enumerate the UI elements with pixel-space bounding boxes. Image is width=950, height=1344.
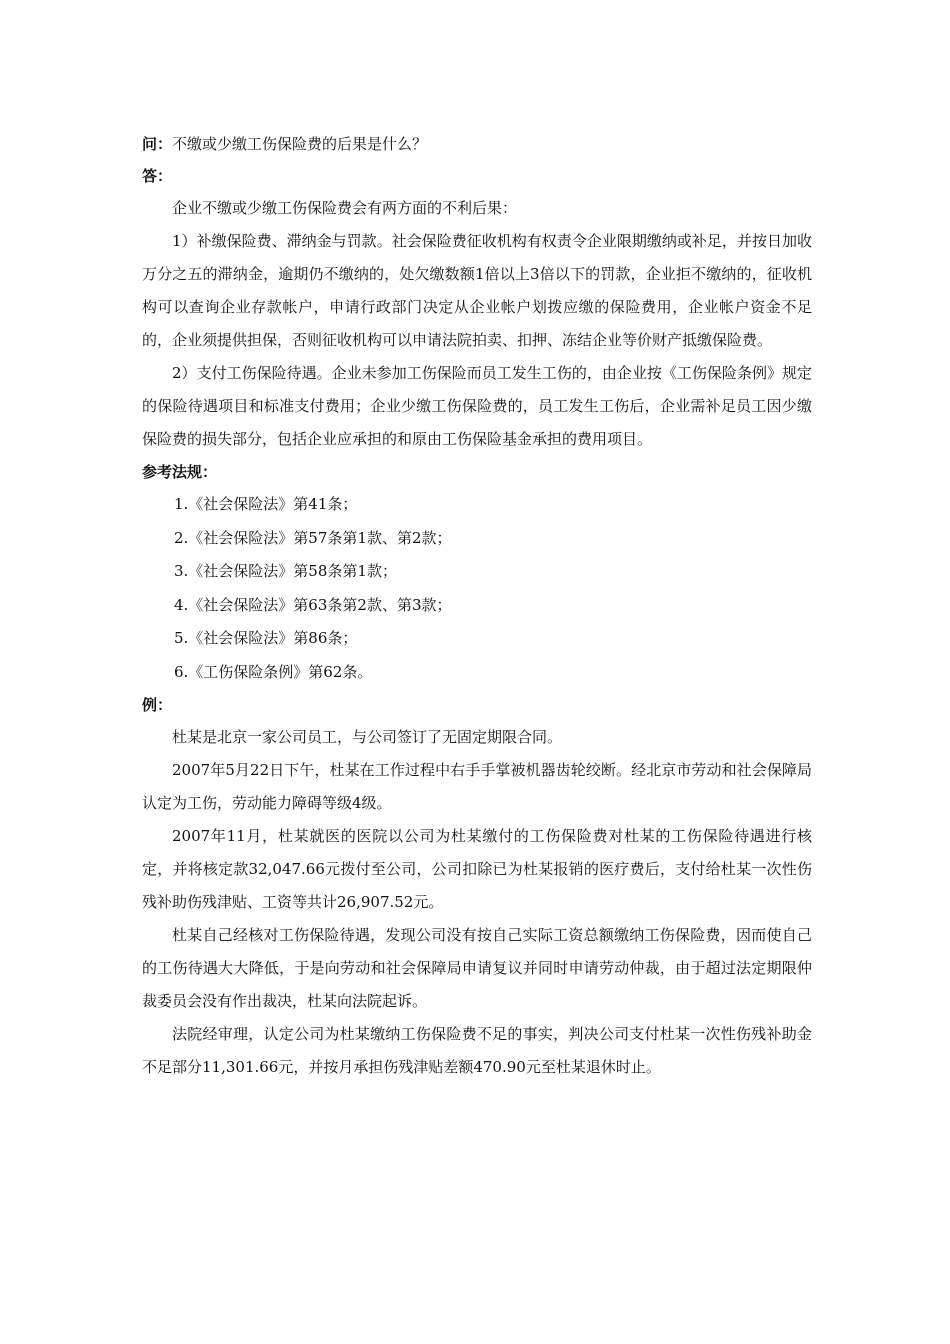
reference-item: 4.《社会保险法》第63条第2款、第3款； — [174, 595, 452, 614]
example-paragraph: 杜某自己经核对工伤保险待遇，发现公司没有按自己实际工资总额缴纳工伤保险费，因而使自己的工伤待遇大大降低，于是向劳动和社会保障局申请复议并同时申请劳动仲裁，由于超过法定期限仲裁委员会没有作出裁决，杜某向法院起诉。 — [142, 926, 812, 1010]
example-paragraph: 2007年5月22日下午，杜某在工作过程中右手手掌被机器齿轮绞断。经北京市劳动和社会保障局认定为工伤，劳动能力障碍等级4级。 — [142, 761, 812, 812]
reference-item: 3.《社会保险法》第58条第1款； — [174, 562, 397, 580]
question-label: 问： — [142, 135, 173, 153]
reference-item: 5.《社会保险法》第86条； — [174, 629, 358, 647]
answer-paragraph: 企业不缴或少缴工伤保险费会有两方面的不利后果： — [172, 199, 518, 217]
question-line — [142, 128, 812, 160]
question-text: 不缴或少缴工伤保险费的后果是什么？ — [172, 135, 428, 153]
references-label: 参考法规： — [142, 463, 218, 481]
example-paragraph: 杜某是北京一家公司员工，与公司签订了无固定期限合同。 — [172, 728, 563, 746]
document-page — [142, 128, 812, 1084]
reference-item: 1.《社会保险法》第41条； — [174, 495, 358, 513]
reference-item: 2.《社会保险法》第57条第1款、第2款； — [174, 528, 452, 547]
example-paragraph: 2007年11月，杜某就医的医院以公司为杜某缴付的工伤保险费对杜某的工伤保险待遇进行核定，并将核定款32,047.66元拨付至公司，公司扣除已为杜某报销的医疗费后，支付给杜某一次性伤残补助伤残津贴、工资等共计26,907.52元。 — [142, 827, 812, 911]
answer-label: 答： — [142, 167, 173, 185]
example-paragraph: 法院经审理，认定公司为杜某缴纳工伤保险费不足的事实，判决公司支付杜某一次性伤残补助金不足部分11,301.66元，并按月承担伤残津贴差额470.90元至杜某退休时止。 — [142, 1025, 812, 1076]
answer-paragraph: 1）补缴保险费、滞纳金与罚款。社会保险费征收机构有权责令企业限期缴纳或补足，并按日加收万分之五的滞纳金，逾期仍不缴纳的，处欠缴数额1倍以上3倍以下的罚款，企业拒不缴纳的，征收机构可以查询企业存款帐户，申请行政部门决定从企业帐户划拨应缴的保险费用，企业帐户资金不足的，企业须提供担保，否则征收机构可以申请法院拍卖、扣押、冻结企业等价财产抵缴保险费。 — [142, 232, 812, 349]
answer-paragraph: 2）支付工伤保险待遇。企业未参加工伤保险而员工发生工伤的，由企业按《工伤保险条例》规定的保险待遇项目和标准支付费用；企业少缴工伤保险费的，员工发生工伤后，企业需补足员工因少缴保险费的损失部分，包括企业应承担的和原由工伤保险基金承担的费用项目。 — [142, 364, 812, 448]
example-label: 例： — [142, 696, 173, 714]
reference-item: 6.《工伤保险条例》第62条。 — [174, 662, 373, 681]
